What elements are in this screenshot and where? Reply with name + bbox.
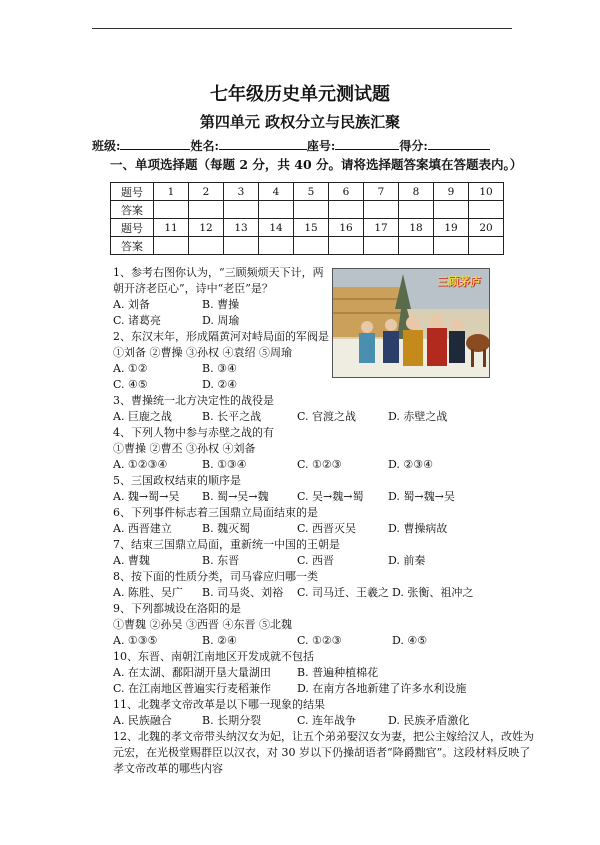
- answer-cell[interactable]: [329, 201, 364, 219]
- option-c[interactable]: C. ①②③: [297, 458, 342, 471]
- student-info-line: [92, 137, 490, 154]
- option-d[interactable]: D. ④⑤: [392, 634, 428, 647]
- option-a[interactable]: A. ①③⑤: [113, 634, 158, 647]
- row-label: 题号: [111, 219, 154, 237]
- option-b[interactable]: B. 曹操: [202, 298, 240, 311]
- class-field[interactable]: [120, 138, 190, 150]
- answer-cell[interactable]: [434, 201, 469, 219]
- option-b[interactable]: B. 东晋: [202, 554, 240, 567]
- option-c[interactable]: C. 西晋灭吴: [297, 522, 357, 535]
- question-number: 20: [469, 219, 504, 237]
- option-c[interactable]: C. 连年战争: [297, 714, 357, 727]
- painting-caption: 三顾茅庐: [437, 275, 481, 288]
- question-number: 3: [224, 183, 259, 201]
- answer-cell[interactable]: [189, 237, 224, 255]
- option-b[interactable]: B. 长期分裂: [202, 714, 262, 727]
- option-b[interactable]: B. 司马炎、刘裕: [202, 586, 284, 599]
- question-4-stem-line: ①曹操 ②曹丕 ③孙权 ④刘备: [113, 442, 256, 455]
- three-visits-painting: [332, 268, 490, 378]
- question-9-stem-line: ①曹魏 ②孙吴 ③西晋 ④东晋 ⑤北魏: [113, 618, 292, 631]
- question-number: 16: [329, 219, 364, 237]
- answer-cell[interactable]: [329, 237, 364, 255]
- option-d[interactable]: D. 在南方各地新建了许多水利设施: [297, 682, 467, 695]
- answer-cell[interactable]: [189, 201, 224, 219]
- option-c[interactable]: C. 官渡之战: [297, 410, 357, 423]
- answer-cell[interactable]: [399, 237, 434, 255]
- option-d[interactable]: D. 蜀→魏→吴: [388, 490, 455, 503]
- question-number: 15: [294, 219, 329, 237]
- question-3-stem: 3、曹操统一北方决定性的战役是: [113, 394, 274, 407]
- question-10-stem: 10、东晋、南朝江南地区开发成就不包括: [113, 650, 314, 663]
- question-12-stem-line: 孝文帝改革的哪些内容: [113, 762, 223, 775]
- option-a[interactable]: A. 民族融合: [113, 714, 172, 727]
- question-1-stem-line: 朝开济老臣心”，诗中“老臣”是？: [113, 282, 273, 295]
- question-number: 6: [329, 183, 364, 201]
- option-a[interactable]: A. 刘备: [113, 298, 150, 311]
- section-instructions: 一、单项选择题（每题 2 分，共 40 分。请将选择题答案填在答题表内。）: [110, 157, 523, 172]
- question-number: 2: [189, 183, 224, 201]
- option-a[interactable]: A. 陈胜、吴广: [113, 586, 183, 599]
- question-12-stem-line: 12、北魏的孝文帝带头纳汉女为妃，让五个弟弟娶汉女为妻，把公主嫁给汉人，改姓为: [113, 730, 534, 743]
- option-a[interactable]: A. 曹魏: [113, 554, 150, 567]
- question-number: 8: [399, 183, 434, 201]
- question-number: 7: [364, 183, 399, 201]
- option-c[interactable]: C. ④⑤: [113, 378, 148, 391]
- seat-field[interactable]: [335, 138, 399, 150]
- table-row: [111, 219, 504, 237]
- question-number: 14: [259, 219, 294, 237]
- question-number: 10: [469, 183, 504, 201]
- answer-cell[interactable]: [224, 201, 259, 219]
- option-b[interactable]: B. 魏灭蜀: [202, 522, 251, 535]
- table-row: [111, 183, 504, 201]
- option-d[interactable]: D. 民族矛盾激化: [388, 714, 470, 727]
- answer-cell[interactable]: [259, 201, 294, 219]
- answer-cell[interactable]: [399, 201, 434, 219]
- question-number: 11: [154, 219, 189, 237]
- option-d[interactable]: D. ②③④: [388, 458, 434, 471]
- answer-cell[interactable]: [154, 237, 189, 255]
- question-number: 17: [364, 219, 399, 237]
- name-field[interactable]: [219, 138, 307, 150]
- option-c[interactable]: C. 诸葛亮: [113, 314, 162, 327]
- option-b[interactable]: B. 长平之战: [202, 410, 262, 423]
- option-d[interactable]: D. 前秦: [388, 554, 426, 567]
- question-12-stem-line: 元宏，在光极堂赐群臣以汉衣，对 30 岁以下仍操胡语者“降爵黜官”。这段材料反映了: [113, 746, 531, 759]
- question-number: 18: [399, 219, 434, 237]
- option-b[interactable]: B. 蜀→吴→魏: [202, 490, 269, 503]
- row-label: 题号: [111, 183, 154, 201]
- question-number: 4: [259, 183, 294, 201]
- question-number: 13: [224, 219, 259, 237]
- answer-label: 答案: [111, 237, 154, 255]
- answer-label: 答案: [111, 201, 154, 219]
- question-7-stem: 7、结束三国鼎立局面，重新统一中国的王朝是: [113, 538, 340, 551]
- table-row: [111, 201, 504, 219]
- answer-table: [110, 182, 504, 255]
- name-label: 姓名:: [190, 139, 219, 153]
- answer-cell[interactable]: [469, 201, 504, 219]
- option-a[interactable]: A. ①②③④: [113, 458, 168, 471]
- option-c[interactable]: C. ①②③: [297, 634, 342, 647]
- question-number: 19: [434, 219, 469, 237]
- option-b[interactable]: B. ③④: [202, 362, 237, 375]
- answer-cell[interactable]: [259, 237, 294, 255]
- score-field[interactable]: [428, 138, 490, 150]
- answer-cell[interactable]: [434, 237, 469, 255]
- table-row: [111, 237, 504, 255]
- question-2-stem-line: ①刘备 ②曹操 ③孙权 ④袁绍 ⑤周瑜: [113, 346, 292, 359]
- option-b[interactable]: B. 普遍种植棉花: [297, 666, 379, 679]
- question-9-stem-line: 9、下列都城设在洛阳的是: [113, 602, 241, 615]
- option-d[interactable]: D. 赤壁之战: [388, 410, 448, 423]
- question-2-stem-line: 2、东汉末年，形成隔黄河对峙局面的军阀是: [113, 330, 329, 343]
- class-label: 班级:: [92, 139, 121, 153]
- option-c[interactable]: C. 吴→魏→蜀: [297, 490, 364, 503]
- option-d[interactable]: D. 周瑜: [202, 314, 240, 327]
- question-number: 9: [434, 183, 469, 201]
- answer-cell[interactable]: [364, 237, 399, 255]
- option-c[interactable]: C. 西晋: [297, 554, 335, 567]
- score-label: 得分:: [399, 139, 428, 153]
- option-c[interactable]: C. 在江南地区普遍实行麦稻兼作: [113, 682, 272, 695]
- question-1-stem-line: 1、参考右图你认为，“三顾频烦天下计，两: [113, 266, 324, 279]
- option-a[interactable]: A. 魏→蜀→吴: [113, 490, 180, 503]
- question-number: 1: [154, 183, 189, 201]
- option-a[interactable]: A. 西晋建立: [113, 522, 172, 535]
- option-d[interactable]: D. ②④: [202, 378, 238, 391]
- page-subtitle: 第四单元 政权分立与民族汇聚: [199, 113, 401, 131]
- option-a[interactable]: A. ①②: [113, 362, 148, 375]
- option-d[interactable]: D. 张衡、祖冲之: [392, 586, 474, 599]
- question-11-stem: 11、北魏孝文帝改革是以下哪一现象的结果: [113, 698, 325, 711]
- option-d[interactable]: D. 曹操病故: [388, 522, 448, 535]
- answer-cell[interactable]: [294, 237, 329, 255]
- question-5-stem: 5、三国政权结束的顺序是: [113, 474, 241, 487]
- answer-cell[interactable]: [469, 237, 504, 255]
- question-4-stem-line: 4、下列人物中参与赤壁之战的有: [113, 426, 274, 439]
- header-rule: [92, 28, 512, 29]
- answer-cell[interactable]: [224, 237, 259, 255]
- page-title: 七年级历史单元测试题: [210, 84, 390, 105]
- question-number: 12: [189, 219, 224, 237]
- answer-cell[interactable]: [154, 201, 189, 219]
- answer-cell[interactable]: [364, 201, 399, 219]
- answer-cell[interactable]: [294, 201, 329, 219]
- question-6-stem: 6、下列事件标志着三国鼎立局面结束的是: [113, 506, 318, 519]
- option-c[interactable]: C. 司马迁、王羲之: [297, 586, 390, 599]
- option-b[interactable]: B. ①③④: [202, 458, 247, 471]
- option-a[interactable]: A. 巨鹿之战: [113, 410, 172, 423]
- option-b[interactable]: B. ②④: [202, 634, 237, 647]
- question-8-stem: 8、按下面的性质分类，司马睿应归哪一类: [113, 570, 318, 583]
- question-number: 5: [294, 183, 329, 201]
- seat-label: 座号:: [306, 139, 336, 153]
- option-a[interactable]: A. 在太湖、鄱阳湖开垦大量湖田: [113, 666, 271, 679]
